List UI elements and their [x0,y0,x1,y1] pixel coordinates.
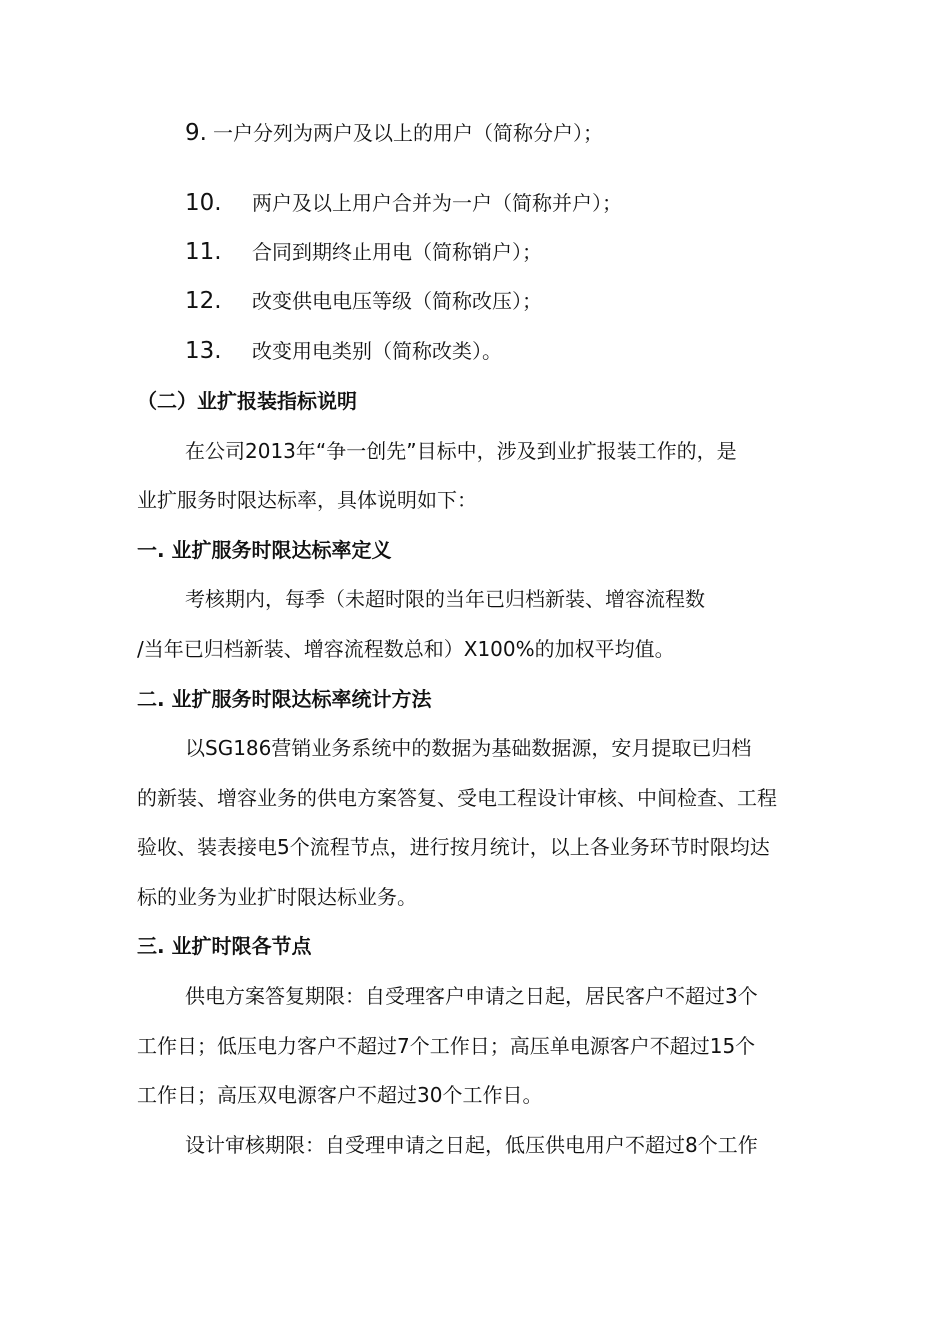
list-item [185,118,603,148]
list-text: 改变供电电压等级（简称改压）； [252,289,542,313]
list-number: 10. [185,190,222,216]
subsection-heading: 二. 业扩服务时限达标率统计方法 [137,687,432,711]
paragraph-line: 工作日；高压双电源客户不超过30个工作日。 [137,1083,543,1107]
list-number: 11. [185,239,222,265]
paragraph-line: 的新装、增容业务的供电方案答复、受电工程设计审核、中间检查、工程 [137,786,777,810]
paragraph-line: 业扩服务时限达标率，具体说明如下： [137,488,477,512]
paragraph-line: 工作日；低压电力客户不超过7个工作日；高压单电源客户不超过15个 [137,1034,756,1058]
paragraph-line: 标的业务为业扩时限达标业务。 [137,885,417,909]
paragraph-line: 在公司2013年“争一创先”目标中，涉及到业扩报装工作的，是 [185,439,737,463]
list-number: 9. [185,120,207,146]
list-item [185,286,542,316]
subsection-heading: 一. 业扩服务时限达标率定义 [137,538,392,562]
list-item [185,336,502,366]
list-text: 两户及以上用户合并为一户（简称并户）； [252,191,622,215]
paragraph-line: 考核期内，每季（未超时限的当年已归档新装、增容流程数 [185,587,705,611]
list-text: 改变用电类别（简称改类）。 [252,339,502,363]
list-number: 13. [185,338,222,364]
list-text: 一户分列为两户及以上的用户（简称分户）； [213,121,603,145]
list-text: 合同到期终止用电（简称销户）； [252,240,542,264]
subsection-heading: 三. 业扩时限各节点 [137,934,312,958]
paragraph-line: 设计审核期限：自受理申请之日起，低压供电用户不超过8个工作 [185,1133,758,1157]
paragraph-line: 以SG186营销业务系统中的数据为基础数据源，安月提取已归档 [185,736,752,760]
list-number: 12. [185,288,222,314]
paragraph-line: 验收、装表接电5个流程节点，进行按月统计，以上各业务环节时限均达 [137,835,770,859]
list-item [185,188,622,218]
section-heading: （二）业扩报装指标说明 [137,389,357,413]
list-item [185,237,542,267]
paragraph-line: /当年已归档新装、增容流程数总和）X100%的加权平均值。 [137,637,675,661]
paragraph-line: 供电方案答复期限：自受理客户申请之日起，居民客户不超过3个 [185,984,758,1008]
